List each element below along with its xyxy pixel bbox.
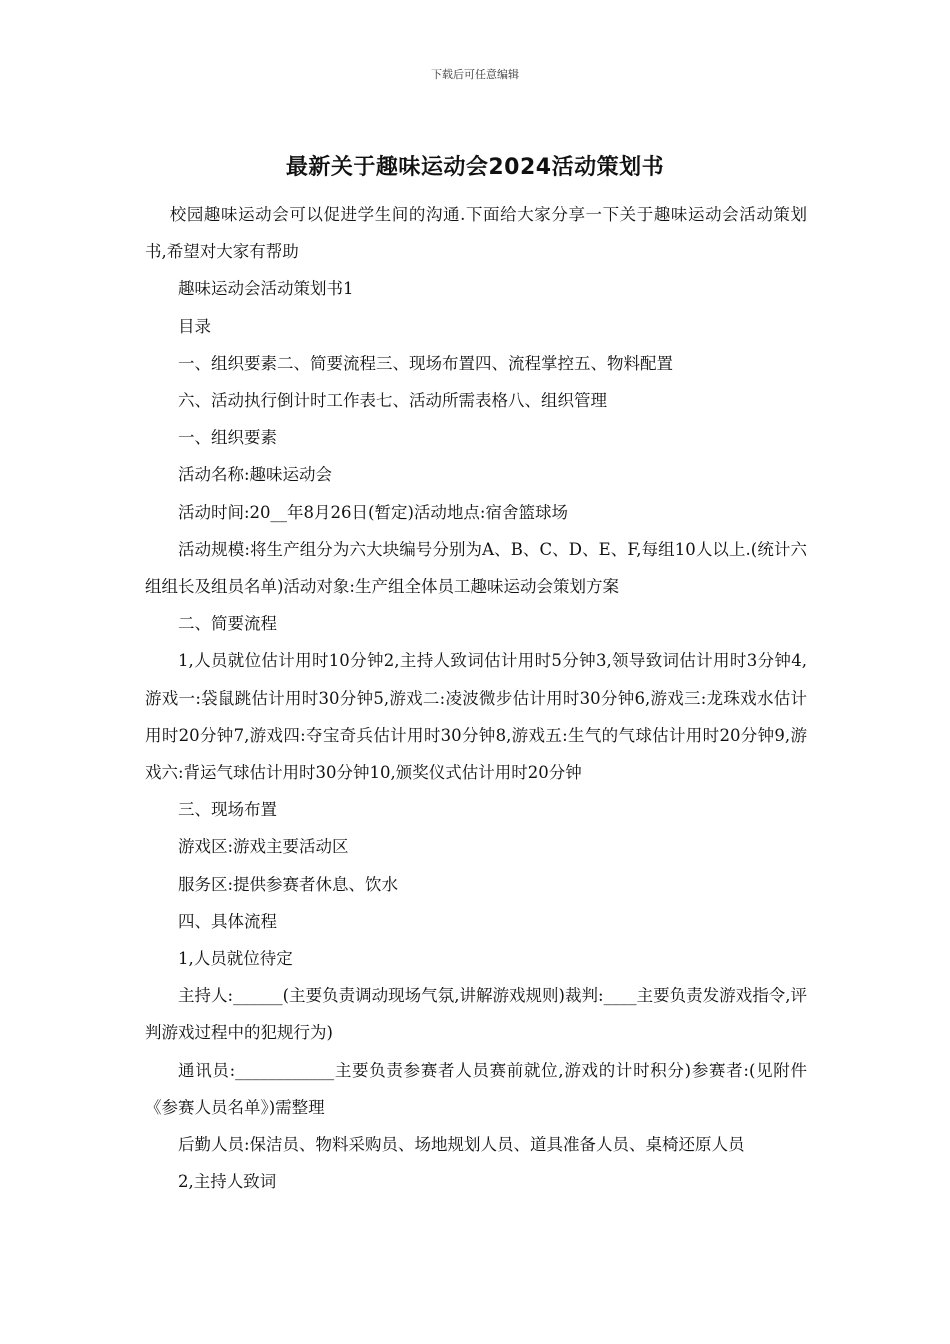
document-body: [145, 196, 807, 1200]
paragraph-step-1: 1,人员就位待定: [178, 949, 293, 969]
paragraph-flow: 1,人员就位估计用时10分钟2,主持人致词估计用时5分钟3,领导致词估计用时3分钟4,游戏一:袋鼠跳估计用时30分钟5,游戏二:凌波微步估计用时30分钟6,游戏三:龙珠戏水估计用时20分钟7,游戏四:夺宝奇兵估计用时30分钟8,游戏五:生气的气球估计用时20分钟9,游戏六:背运气球估计用时30分钟10,颁奖仪式估计用时20分钟: [145, 651, 807, 783]
paragraph-toc-line-1: 一、组织要素二、简要流程三、现场布置四、流程掌控五、物料配置: [178, 353, 673, 373]
paragraph-activity-scale: 活动规模:将生产组分为六大块编号分别为A、B、C、D、E、F,每组10人以上.(统计六组组长及组员名单)活动对象:生产组全体员工趣味运动会策划方案: [145, 539, 807, 597]
section-heading-2: 二、简要流程: [178, 614, 277, 634]
paragraph-toc-heading: 目录: [178, 316, 211, 336]
paragraph-intro: 校园趣味运动会可以促进学生间的沟通.下面给大家分享一下关于趣味运动会活动策划书,希望对大家有帮助: [145, 205, 807, 262]
paragraph-activity-time: 活动时间:20__年8月26日(暂定)活动地点:宿舍篮球场: [178, 502, 568, 522]
paragraph-logistics: 后勤人员:保洁员、物料采购员、场地规划人员、道具准备人员、桌椅还原人员: [178, 1135, 745, 1155]
paragraph-step-2: 2,主持人致词: [178, 1172, 277, 1192]
paragraph-game-area: 游戏区:游戏主要活动区: [178, 837, 349, 857]
section-heading-3: 三、现场布置: [178, 800, 277, 820]
page-header: 下载后可任意编辑: [431, 68, 519, 81]
paragraph-activity-name: 活动名称:趣味运动会: [178, 465, 333, 485]
paragraph-service-area: 服务区:提供参赛者休息、饮水: [178, 874, 399, 894]
section-heading-4: 四、具体流程: [178, 911, 277, 931]
paragraph-plan-title: 趣味运动会活动策划书1: [178, 279, 354, 299]
document-title: 最新关于趣味运动会2024活动策划书: [285, 155, 665, 180]
paragraph-correspondent: 通讯员:____________主要负责参赛者人员赛前就位,游戏的计时积分)参赛者:(见附件《参赛人员名单》)需整理: [145, 1060, 807, 1117]
paragraph-host: 主持人:______(主要负责调动现场气氛,讲解游戏规则)裁判:____主要负责发游戏指令,评判游戏过程中的犯规行为): [145, 986, 807, 1043]
section-heading-1: 一、组织要素: [178, 428, 277, 448]
paragraph-toc-line-2: 六、活动执行倒计时工作表七、活动所需表格八、组织管理: [178, 391, 607, 411]
